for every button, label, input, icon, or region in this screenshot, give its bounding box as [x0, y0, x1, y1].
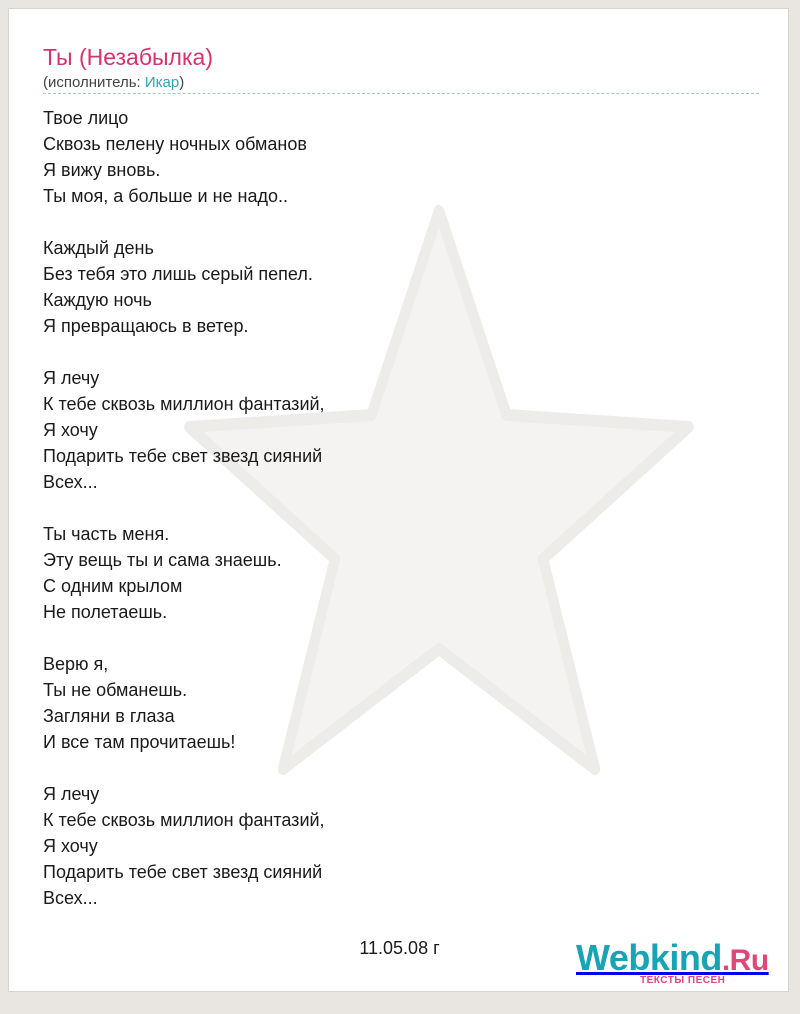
stanza — [43, 651, 325, 755]
lyric-line: И все там прочитаешь! — [43, 732, 236, 752]
lyric-line: С одним крылом — [43, 576, 183, 596]
artist-line — [43, 74, 184, 92]
artist-suffix: ) — [179, 74, 185, 91]
lyric-line: Сквозь пелену ночных обманов — [43, 134, 307, 154]
lyric-line: Каждую ночь — [43, 290, 152, 310]
webkind-logo[interactable] — [576, 938, 776, 984]
lyric-line: Твое лицо — [43, 108, 129, 128]
lyric-line: Ты часть меня. — [43, 524, 170, 544]
lyric-line: Верю я, — [43, 654, 109, 674]
lyric-line: Каждый день — [43, 238, 154, 258]
lyric-line: Всех... — [43, 472, 98, 492]
artist-link[interactable]: Икар — [144, 74, 180, 91]
stanza — [43, 235, 325, 339]
lyric-line: Не полетаешь. — [43, 602, 168, 622]
lyric-line: Я лечу — [43, 368, 100, 388]
lyric-line: Загляни в глаза — [43, 706, 175, 726]
lyric-line: К тебе сквозь миллион фантазий, — [43, 394, 325, 414]
lyric-line: Ты моя, а больше и не надо.. — [43, 186, 289, 206]
lyrics-body — [43, 105, 325, 937]
lyric-line: Подарить тебе свет звезд сияний — [43, 446, 323, 466]
song-title: Ты (Незабылка) — [43, 44, 213, 70]
stanza — [43, 521, 325, 625]
logo-tld: .Ru — [721, 944, 769, 977]
publish-date: 11.05.08 г — [359, 938, 440, 958]
lyric-line: Я хочу — [43, 836, 98, 856]
logo-brand: Webkind — [576, 937, 722, 978]
stanza — [43, 105, 325, 209]
lyrics-card — [8, 8, 789, 992]
artist-prefix: (исполнитель: — [43, 74, 145, 91]
lyric-line: Подарить тебе свет звезд сияний — [43, 862, 323, 882]
logo-tagline: ТЕКСТЫ ПЕСЕН — [640, 975, 726, 986]
lyric-line: Без тебя это лишь серый пепел. — [43, 264, 313, 284]
lyric-line: Я хочу — [43, 420, 98, 440]
lyric-line: Всех... — [43, 888, 98, 908]
lyric-line: Эту вещь ты и сама знаешь. — [43, 550, 282, 570]
stanza — [43, 781, 325, 911]
lyric-line: Я вижу вновь. — [43, 160, 161, 180]
lyric-line: Ты не обманешь. — [43, 680, 188, 700]
lyric-line: Я лечу — [43, 784, 100, 804]
stanza — [43, 365, 325, 495]
header-divider — [43, 93, 759, 94]
lyric-line: Я превращаюсь в ветер. — [43, 316, 249, 336]
lyric-line: К тебе сквозь миллион фантазий, — [43, 810, 325, 830]
